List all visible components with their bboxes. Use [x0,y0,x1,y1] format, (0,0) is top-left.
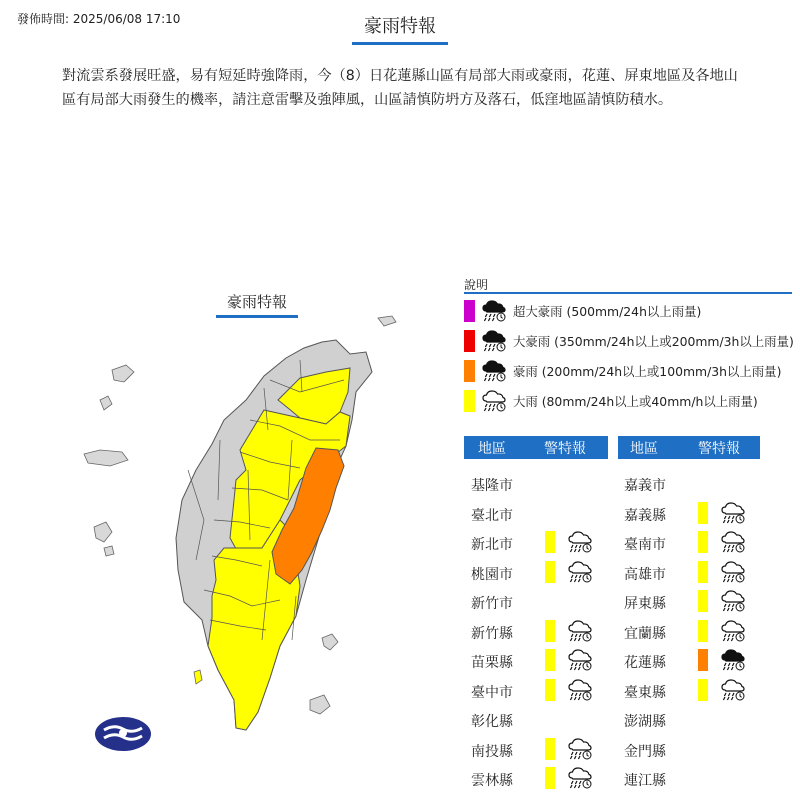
legend-color-swatch [464,300,475,322]
county-name: 金門縣 [624,743,666,760]
rain-cloud-icon [720,677,746,703]
legend-item [464,388,758,414]
county-name: 桃園市 [471,566,513,583]
pengjia-islet [378,316,396,326]
rain-cloud-icon [720,529,746,555]
table-row [471,645,611,675]
rain-cloud-icon [567,765,593,791]
penghu-island-c [84,450,128,466]
rain-cloud-icon [720,618,746,644]
county-name: 澎湖縣 [624,714,666,730]
issue-time: 發佈時間: 2025/06/08 17:10 [17,12,181,26]
table-row [624,616,764,646]
header-region: 地區 [478,440,506,457]
legend-color-swatch [464,360,475,382]
legend-divider [464,292,792,294]
penghu-island-e [104,546,114,556]
forecast-summary: 對流雲系發展旺盛，易有短延時強降雨，今（8）日花蓮縣山區有局部大雨或豪雨，花蓮、屏東地區及各地山區有局部大雨發生的機率，請注意雷擊及強陣風，山區請慎防坍方及落石，低窪地區請慎防積水。 [62,68,738,108]
rain-cloud-icon [567,736,593,762]
liuqiu-island [194,670,202,684]
header-warning: 警特報 [698,440,740,457]
legend-label: 大雨 (80mm/24h以上或40mm/h以上雨量) [513,394,758,409]
table-row [624,468,764,498]
table-row [471,616,611,646]
table-row [624,557,764,587]
table-row [471,704,611,734]
penghu-island-d [94,522,112,542]
rain-cloud-icon [481,388,507,414]
warning-level-swatch [545,738,555,760]
county-name: 宜蘭縣 [624,625,666,642]
cwa-logo [94,716,152,752]
county-name: 嘉義縣 [624,507,666,524]
table-header-left [464,436,608,459]
warning-level-swatch [545,620,555,642]
table-row [624,586,764,616]
rain-cloud-icon [567,559,593,585]
warning-level-swatch [698,502,708,524]
heavy-rain-cloud-icon [481,298,507,324]
warning-level-swatch [545,767,555,789]
warning-level-swatch [545,531,555,553]
table-row [471,763,611,793]
rain-cloud-icon [720,500,746,526]
table-row [624,675,764,705]
legend-title: 說明 [464,278,489,292]
warning-level-swatch [698,561,708,583]
legend-item [464,358,781,384]
county-name: 臺中市 [471,684,513,701]
penghu-island-a [112,365,134,382]
county-name: 臺南市 [624,537,666,553]
county-name: 花蓮縣 [624,655,666,671]
table-row [471,498,611,528]
heavy-rain-cloud-icon [481,328,507,354]
warning-level-swatch [698,531,708,553]
county-name: 南投縣 [471,743,513,760]
warning-level-swatch [698,620,708,642]
warning-level-swatch [545,649,555,671]
table-row [471,468,611,498]
county-name: 臺東縣 [624,684,666,701]
county-name: 苗栗縣 [471,655,513,671]
warning-level-swatch [698,649,708,671]
county-name: 高雄市 [624,566,666,583]
rain-cloud-icon [567,529,593,555]
county-name: 臺北市 [471,507,513,524]
heavy-rain-cloud-icon [481,358,507,384]
legend-item [464,298,701,324]
orchid-island [310,695,330,714]
table-row [471,527,611,557]
table-row [471,586,611,616]
table-row [624,763,764,793]
warning-level-swatch [545,561,555,583]
table-row [624,734,764,764]
table-row [471,675,611,705]
table-row [624,704,764,734]
warning-level-swatch [698,679,708,701]
table-row [624,527,764,557]
county-name: 連江縣 [624,773,666,789]
header-region: 地區 [630,440,658,457]
county-name: 雲林縣 [471,773,513,789]
page-title: 豪雨特報 [352,12,448,45]
county-name: 彰化縣 [471,714,513,730]
legend-label: 大豪雨 (350mm/24h以上或200mm/3h以上雨量) [513,334,794,349]
legend-label: 豪雨 (200mm/24h以上或100mm/3h以上雨量) [513,364,782,379]
penghu-island-b [100,396,112,410]
legend-item [464,328,794,354]
legend-color-swatch [464,330,475,352]
rain-cloud-icon [567,677,593,703]
table-header-right [618,436,760,459]
county-name: 新竹縣 [471,625,513,642]
warning-level-swatch [545,679,555,701]
legend-label: 超大豪雨 (500mm/24h以上雨量) [513,304,702,319]
green-island [322,634,338,650]
table-row [624,645,764,675]
warning-level-swatch [698,590,708,612]
county-name: 新竹市 [471,596,513,612]
rain-cloud-icon [720,559,746,585]
county-name: 新北市 [471,537,513,553]
table-row [624,498,764,528]
county-name: 嘉義市 [624,478,666,494]
table-row [471,734,611,764]
rain-cloud-icon [567,618,593,644]
table-row [471,557,611,587]
map-title: 豪雨特報 [216,291,298,318]
county-name: 基隆市 [471,478,513,494]
county-name: 屏東縣 [624,596,666,612]
rain-cloud-icon [720,588,746,614]
legend-color-swatch [464,390,475,412]
heavy-rain-cloud-icon [720,647,746,673]
header-warning: 警特報 [544,440,586,457]
rain-cloud-icon [567,647,593,673]
